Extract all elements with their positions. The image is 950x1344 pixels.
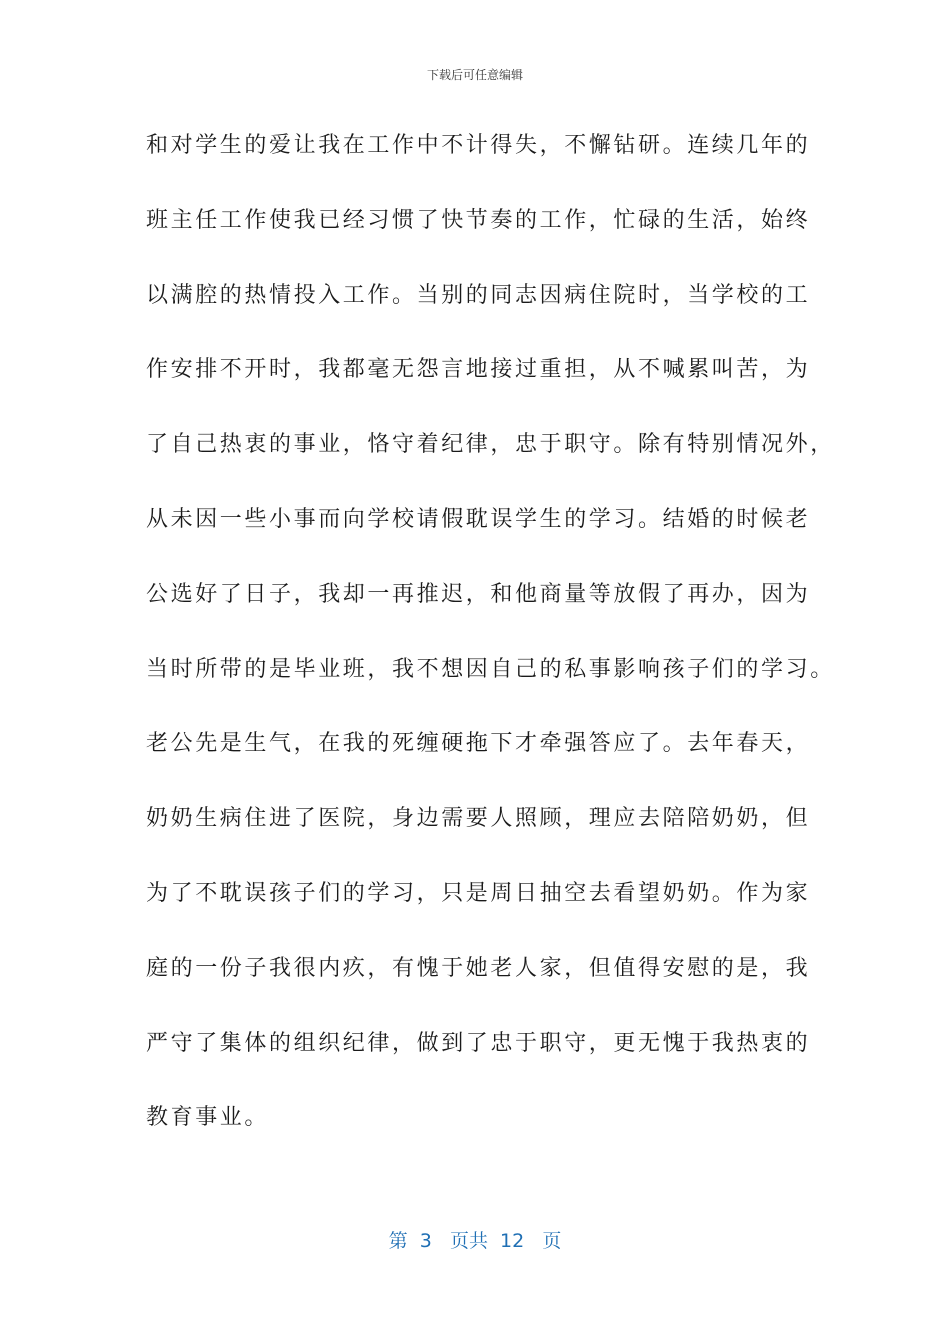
text-line: 和对学生的爱让我在工作中不计得失，不懈钻研。连续几年的 (146, 133, 811, 158)
text-line: 为了不耽误孩子们的学习，只是周日抽空去看望奶奶。作为家 (146, 880, 811, 906)
text-line: 从未因一些小事而向学校请假耽误学生的学习。结婚的时候老 (146, 506, 811, 532)
text-line: 公选好了日子，我却一再推迟，和他商量等放假了再办，因为 (146, 581, 811, 607)
text-line: 老公先是生气，在我的死缠硬拖下才牵强答应了。去年春天， (146, 731, 811, 757)
text-line: 奶奶生病住进了医院，身边需要人照顾，理应去陪陪奶奶，但 (146, 806, 811, 832)
text-line: 了自己热衷的事业，恪守着纪律，忠于职守。除有特别情况外， (146, 432, 835, 458)
text-line: 作安排不开时，我都毫无怨言地接过重担，从不喊累叫苦，为 (146, 357, 811, 383)
body-text (146, 128, 835, 1175)
text-line: 教育事业。 (146, 1105, 270, 1131)
page-header: 下载后可任意编辑 (426, 68, 523, 82)
text-line: 严守了集体的组织纪律，做到了忠于职守，更无愧于我热衷的 (146, 1030, 811, 1056)
text-line: 班主任工作使我已经习惯了快节奏的工作，忙碌的生活，始终 (146, 207, 811, 233)
text-line: 庭的一份子我很内疚，有愧于她老人家，但值得安慰的是，我 (146, 955, 811, 981)
text-line: 以满腔的热情投入工作。当别的同志因病住院时，当学校的工 (146, 282, 811, 308)
text-line: 当时所带的是毕业班，我不想因自己的私事影响孩子们的学习。 (146, 656, 835, 682)
page-number: 第 3 页共 12 页 (388, 1230, 562, 1252)
